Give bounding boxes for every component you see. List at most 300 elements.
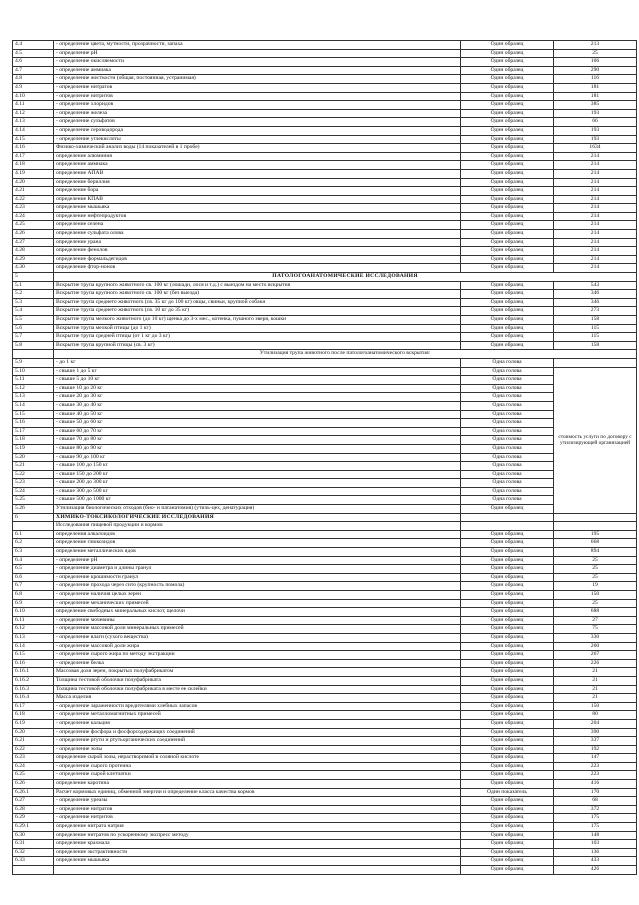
unit-of-measure: Одна голова bbox=[461, 384, 554, 393]
unit-of-measure: Один образец bbox=[461, 505, 554, 514]
service-name: определение селена bbox=[54, 221, 461, 230]
row-number: 6.22 bbox=[13, 745, 54, 754]
service-name bbox=[54, 866, 461, 875]
unit-of-measure: Один образец bbox=[461, 823, 554, 832]
row-number: 5.9 bbox=[13, 358, 54, 367]
table-row bbox=[13, 487, 637, 496]
unit-of-measure: Один образец bbox=[461, 591, 554, 600]
price-value bbox=[554, 358, 637, 367]
unit-of-measure: Один образец bbox=[461, 212, 554, 221]
table-row bbox=[13, 797, 637, 806]
unit-of-measure: Один образец bbox=[461, 135, 554, 144]
row-number: 6.28 bbox=[13, 805, 54, 814]
table-row bbox=[13, 92, 637, 101]
unit-of-measure: Один образец bbox=[461, 101, 554, 110]
row-number: 6.1 bbox=[13, 530, 54, 539]
price-value: 290 bbox=[554, 66, 637, 75]
table-row bbox=[13, 135, 637, 144]
price-value: 103 bbox=[554, 840, 637, 849]
price-value: 175 bbox=[554, 823, 637, 832]
service-name: определение сульфата олова bbox=[54, 230, 461, 239]
unit-of-measure: Один образец bbox=[461, 152, 554, 161]
table-row bbox=[13, 728, 637, 737]
unit-of-measure: Один образец bbox=[461, 702, 554, 711]
service-name: - свыше 5 до 10 кг bbox=[54, 376, 461, 385]
row-number: 5.12 bbox=[13, 384, 54, 393]
unit-of-measure: Один образец bbox=[461, 737, 554, 746]
price-value: 158 bbox=[554, 316, 637, 325]
price-value: 214 bbox=[554, 169, 637, 178]
table-row bbox=[13, 479, 637, 488]
table-row bbox=[13, 823, 637, 832]
row-number bbox=[13, 522, 54, 531]
row-number: 4.13 bbox=[13, 118, 54, 127]
service-name: - определение цвета, мутности, прозрачности, запаха bbox=[54, 41, 461, 50]
row-number: 6.16 bbox=[13, 659, 54, 668]
row-number: 6.16.2 bbox=[13, 676, 54, 685]
price-value bbox=[554, 522, 637, 531]
service-name: определение фенолов bbox=[54, 247, 461, 256]
row-number: 4.7 bbox=[13, 66, 54, 75]
unit-of-measure: Один образец bbox=[461, 840, 554, 849]
service-name: - свыше 150 до 200 кг bbox=[54, 470, 461, 479]
price-value: 181 bbox=[554, 83, 637, 92]
unit-of-measure: Один образец bbox=[461, 187, 554, 196]
row-number bbox=[13, 866, 54, 875]
service-name: - определение металломагнитных примесей bbox=[54, 711, 461, 720]
unit-of-measure: Один образец bbox=[461, 281, 554, 290]
price-value: 543 bbox=[554, 281, 637, 290]
table-row bbox=[13, 685, 637, 694]
table-row bbox=[13, 66, 637, 75]
service-name: Масса изделия bbox=[54, 694, 461, 703]
row-number: 4.27 bbox=[13, 238, 54, 247]
row-number: 6.30 bbox=[13, 831, 54, 840]
row-number: 6.21 bbox=[13, 737, 54, 746]
unit-of-measure: Один образец bbox=[461, 41, 554, 50]
row-number: 4.24 bbox=[13, 212, 54, 221]
table-row bbox=[13, 255, 637, 264]
unit-of-measure: Один образец bbox=[461, 221, 554, 230]
unit-of-measure: Один образец bbox=[461, 831, 554, 840]
service-name: - до 1 кг bbox=[54, 358, 461, 367]
table-row bbox=[13, 238, 637, 247]
service-name: Вскрытие трупа крупной птицы (св. 3 кг) bbox=[54, 341, 461, 350]
row-number: 6.26.1 bbox=[13, 788, 54, 797]
row-number: 5.15 bbox=[13, 410, 54, 419]
row-number: 6.4 bbox=[13, 556, 54, 565]
price-value: 106 bbox=[554, 58, 637, 67]
table-row bbox=[13, 83, 637, 92]
row-number: 5.7 bbox=[13, 333, 54, 342]
table-row bbox=[13, 539, 637, 548]
table-row bbox=[13, 513, 637, 522]
price-value: 116 bbox=[554, 75, 637, 84]
unit-of-measure: Одна голова bbox=[461, 444, 554, 453]
service-name: - определение окисляемости bbox=[54, 58, 461, 67]
service-name: Исследования пищевой продукции и кормов: bbox=[54, 522, 461, 531]
unit-of-measure: Один образец bbox=[461, 118, 554, 127]
unit-of-measure: Одна голова bbox=[461, 462, 554, 471]
unit-of-measure: Один образец bbox=[461, 565, 554, 574]
service-name: - определение сырой клетчатки bbox=[54, 771, 461, 780]
row-number: 6.23 bbox=[13, 754, 54, 763]
price-value: 346 bbox=[554, 298, 637, 307]
price-value: 223 bbox=[554, 762, 637, 771]
unit-of-measure: Одна голова bbox=[461, 358, 554, 367]
service-name: определение сырой золы, нерастворимой в соляной кислоте bbox=[54, 754, 461, 763]
row-number: 4.19 bbox=[13, 169, 54, 178]
row-number: 4.21 bbox=[13, 187, 54, 196]
service-name: - свыше 100 до 150 кг bbox=[54, 462, 461, 471]
price-value: 688 bbox=[554, 608, 637, 617]
row-number: 6.13 bbox=[13, 633, 54, 642]
unit-of-measure: Один образец bbox=[461, 341, 554, 350]
service-name: - определение нитритов bbox=[54, 92, 461, 101]
table-row bbox=[13, 152, 637, 161]
table-row bbox=[13, 754, 637, 763]
price-value bbox=[554, 513, 637, 522]
table-row bbox=[13, 376, 637, 385]
table-row bbox=[13, 788, 637, 797]
service-name: - свыше 90 до 100 кг bbox=[54, 453, 461, 462]
row-number: 4.30 bbox=[13, 264, 54, 273]
row-number: 5.16 bbox=[13, 419, 54, 428]
service-name: - определение сульфатов bbox=[54, 118, 461, 127]
table-row bbox=[13, 505, 637, 514]
table-row bbox=[13, 857, 637, 866]
price-value: 21 bbox=[554, 676, 637, 685]
unit-of-measure: Одна голова bbox=[461, 427, 554, 436]
service-name: - определение золы bbox=[54, 745, 461, 754]
unit-of-measure: Один образец bbox=[461, 548, 554, 557]
row-number: 4.10 bbox=[13, 92, 54, 101]
service-name: - свыше 30 до 40 кг bbox=[54, 401, 461, 410]
row-number: 4.9 bbox=[13, 83, 54, 92]
row-number: 4.22 bbox=[13, 195, 54, 204]
row-number: 4.25 bbox=[13, 221, 54, 230]
price-value: 273 bbox=[554, 307, 637, 316]
unit-of-measure: Один образец bbox=[461, 659, 554, 668]
unit-of-measure: Один образец bbox=[461, 126, 554, 135]
service-name: - определение белка bbox=[54, 659, 461, 668]
table-row bbox=[13, 290, 637, 299]
table-row bbox=[13, 831, 637, 840]
unit-of-measure: Один образец bbox=[461, 599, 554, 608]
row-number: 4.6 bbox=[13, 58, 54, 67]
unit-of-measure: Один образец bbox=[461, 814, 554, 823]
service-name: - определение сырого жира по методу экстракции bbox=[54, 651, 461, 660]
service-name: - определение диаметра и длины гранул bbox=[54, 565, 461, 574]
row-number: 6.10 bbox=[13, 608, 54, 617]
row-number: 6.8 bbox=[13, 591, 54, 600]
table-row bbox=[13, 264, 637, 273]
price-value: 136 bbox=[554, 848, 637, 857]
service-name: Физико-химический анализ воды (14 показателей в 1 пробе) bbox=[54, 144, 461, 153]
table-row bbox=[13, 195, 637, 204]
unit-of-measure: Один образец bbox=[461, 616, 554, 625]
table-row bbox=[13, 840, 637, 849]
unit-of-measure: Один образец bbox=[461, 780, 554, 789]
service-name: Вскрытие трупа среднего животного (св. 10 кг до 35 кг) bbox=[54, 307, 461, 316]
row-number: 6.6 bbox=[13, 573, 54, 582]
table-row bbox=[13, 401, 637, 410]
table-row bbox=[13, 762, 637, 771]
table-row bbox=[13, 298, 637, 307]
row-number: 5.6 bbox=[13, 324, 54, 333]
table-row bbox=[13, 341, 637, 350]
service-name: - определение углекислоты bbox=[54, 135, 461, 144]
service-name: - определение массовой доли жира bbox=[54, 642, 461, 651]
row-number: 5.2 bbox=[13, 290, 54, 299]
unit-of-measure: Один образец bbox=[461, 573, 554, 582]
table-row bbox=[13, 161, 637, 170]
table-row bbox=[13, 522, 637, 531]
unit-of-measure: Один образец bbox=[461, 625, 554, 634]
price-value: 193 bbox=[554, 109, 637, 118]
service-name: Вскрытие трупа средней птицы (от 1 кг до 3 кг) bbox=[54, 333, 461, 342]
unit-of-measure: Один образец bbox=[461, 866, 554, 875]
table-row bbox=[13, 384, 637, 393]
section-title: ПАТОЛОГОАНАТОМИЧЕСКИЕ ИССЛЕДОВАНИЯ bbox=[54, 273, 637, 282]
price-value: 214 bbox=[554, 187, 637, 196]
service-name: определение крахмала bbox=[54, 840, 461, 849]
table-row bbox=[13, 212, 637, 221]
service-name: - определение аммиака bbox=[54, 66, 461, 75]
row-number: 6.17 bbox=[13, 702, 54, 711]
row-number: 6.33 bbox=[13, 857, 54, 866]
service-name: определение свободных минеральных кислот, щелочи bbox=[54, 608, 461, 617]
service-name: - свыше 60 до 70 кг bbox=[54, 427, 461, 436]
unit-of-measure: Один образец bbox=[461, 711, 554, 720]
price-value: 25 bbox=[554, 565, 637, 574]
table-row bbox=[13, 616, 637, 625]
unit-of-measure: Один образец bbox=[461, 58, 554, 67]
table-row bbox=[13, 393, 637, 402]
row-number: 6.16.1 bbox=[13, 668, 54, 677]
price-list-table bbox=[12, 40, 637, 875]
table-row bbox=[13, 118, 637, 127]
unit-of-measure: Один образец bbox=[461, 848, 554, 857]
table-row bbox=[13, 556, 637, 565]
price-value: 214 bbox=[554, 152, 637, 161]
table-row bbox=[13, 702, 637, 711]
table-row bbox=[13, 642, 637, 651]
table-row bbox=[13, 281, 637, 290]
table-row bbox=[13, 419, 637, 428]
service-name: определение глюкозидов bbox=[54, 539, 461, 548]
price-value: 25 bbox=[554, 556, 637, 565]
table-row bbox=[13, 582, 637, 591]
service-name: определение АПАВ bbox=[54, 169, 461, 178]
row-number: 4.14 bbox=[13, 126, 54, 135]
row-number: 4.28 bbox=[13, 247, 54, 256]
price-value: 214 bbox=[554, 195, 637, 204]
unit-of-measure: Один образец bbox=[461, 685, 554, 694]
row-number: 5.8 bbox=[13, 341, 54, 350]
table-row bbox=[13, 633, 637, 642]
service-name: - свыше 70 до 80 кг bbox=[54, 436, 461, 445]
row-number: 4.29 bbox=[13, 255, 54, 264]
unit-of-measure: Одна голова bbox=[461, 376, 554, 385]
price-value: 158 bbox=[554, 341, 637, 350]
table-row bbox=[13, 659, 637, 668]
table-row bbox=[13, 436, 637, 445]
price-value: 213 bbox=[554, 41, 637, 50]
service-name: - свыше 20 до 30 кг bbox=[54, 393, 461, 402]
unit-of-measure: Один образец bbox=[461, 539, 554, 548]
price-value: 214 bbox=[554, 238, 637, 247]
table-row bbox=[13, 745, 637, 754]
price-value: 204 bbox=[554, 719, 637, 728]
table-row bbox=[13, 58, 637, 67]
price-value: 21 bbox=[554, 668, 637, 677]
row-number: 5.17 bbox=[13, 427, 54, 436]
service-name: определение нитрата натрия bbox=[54, 823, 461, 832]
row-number: 5.18 bbox=[13, 436, 54, 445]
row-number: 6.26 bbox=[13, 780, 54, 789]
service-name: определение урана bbox=[54, 238, 461, 247]
price-value: 214 bbox=[554, 161, 637, 170]
unit-of-measure: Один образец bbox=[461, 161, 554, 170]
price-value: 170 bbox=[554, 788, 637, 797]
unit-of-measure: Один образец bbox=[461, 333, 554, 342]
price-value: 214 bbox=[554, 230, 637, 239]
table-row bbox=[13, 273, 637, 282]
service-name: - определение крошимости гранул bbox=[54, 573, 461, 582]
service-name: - определение нитритов bbox=[54, 814, 461, 823]
price-value: 25 bbox=[554, 573, 637, 582]
price-value: 260 bbox=[554, 642, 637, 651]
row-number: 5.11 bbox=[13, 376, 54, 385]
service-name: определение металлических ядов bbox=[54, 548, 461, 557]
row-number: 6.29.1 bbox=[13, 823, 54, 832]
service-name: - определение ртути и ртутьорганических соединений bbox=[54, 737, 461, 746]
row-number: 5.22 bbox=[13, 470, 54, 479]
service-name: Утилизация биологических отходов (био- и патанатомия) (утиль-цех, денатурация) bbox=[54, 505, 461, 514]
price-value: 214 bbox=[554, 247, 637, 256]
unit-of-measure: Один образец bbox=[461, 307, 554, 316]
unit-of-measure: Один образец bbox=[461, 608, 554, 617]
service-name: - определение зараженности вредителями хлебных запасов bbox=[54, 702, 461, 711]
row-number: 6.27 bbox=[13, 797, 54, 806]
row-number: 5.1 bbox=[13, 281, 54, 290]
service-name: Толщина тестовой оболочки полуфабриката в месте ее склейки bbox=[54, 685, 461, 694]
row-number: 6.31 bbox=[13, 840, 54, 849]
row-number: 4.12 bbox=[13, 109, 54, 118]
service-name: - определение механических примесей bbox=[54, 599, 461, 608]
price-value: 115 bbox=[554, 324, 637, 333]
unit-of-measure: Один образец bbox=[461, 178, 554, 187]
unit-of-measure: Один образец bbox=[461, 530, 554, 539]
table-row bbox=[13, 350, 637, 359]
row-number: 4.15 bbox=[13, 135, 54, 144]
service-name: определение каротина bbox=[54, 780, 461, 789]
service-name: - определение нитратов bbox=[54, 83, 461, 92]
price-value: 68 bbox=[554, 797, 637, 806]
row-number: 6.15 bbox=[13, 651, 54, 660]
unit-of-measure bbox=[461, 522, 554, 531]
row-number: 5 bbox=[13, 273, 54, 282]
price-value: 66 bbox=[554, 118, 637, 127]
table-row bbox=[13, 427, 637, 436]
unit-of-measure: Один образец bbox=[461, 316, 554, 325]
price-value: 426 bbox=[554, 866, 637, 875]
row-number: 6.2 bbox=[13, 539, 54, 548]
table-row bbox=[13, 548, 637, 557]
price-value: 337 bbox=[554, 737, 637, 746]
price-value: 267 bbox=[554, 651, 637, 660]
unit-of-measure: Одна голова bbox=[461, 393, 554, 402]
table-row bbox=[13, 126, 637, 135]
service-name: Массовая доля зерен, покрытых полуфабрикатом bbox=[54, 668, 461, 677]
unit-of-measure: Один образец bbox=[461, 754, 554, 763]
row-number: 5.5 bbox=[13, 316, 54, 325]
service-name: определение КПАВ bbox=[54, 195, 461, 204]
price-value: 372 bbox=[554, 805, 637, 814]
table-row bbox=[13, 780, 637, 789]
price-value: 214 bbox=[554, 178, 637, 187]
row-number: 5.26 bbox=[13, 505, 54, 514]
table-row bbox=[13, 41, 637, 50]
row-number: 4.11 bbox=[13, 101, 54, 110]
table-row bbox=[13, 530, 637, 539]
unit-of-measure: Один образец bbox=[461, 668, 554, 677]
unit-of-measure: Один образец bbox=[461, 771, 554, 780]
table-row bbox=[13, 676, 637, 685]
table-row bbox=[13, 814, 637, 823]
price-value: 214 bbox=[554, 264, 637, 273]
service-name: - свыше 300 до 500 кг bbox=[54, 487, 461, 496]
price-value: 27 bbox=[554, 616, 637, 625]
unit-of-measure: Один образец bbox=[461, 298, 554, 307]
unit-of-measure: Один образец bbox=[461, 762, 554, 771]
unit-of-measure: Одна голова bbox=[461, 419, 554, 428]
table-row bbox=[13, 453, 637, 462]
table-row bbox=[13, 178, 637, 187]
table-row bbox=[13, 230, 637, 239]
table-row bbox=[13, 316, 637, 325]
table-row bbox=[13, 247, 637, 256]
unit-of-measure: Один образец bbox=[461, 728, 554, 737]
unit-of-measure: Один образец bbox=[461, 75, 554, 84]
row-number: 5.24 bbox=[13, 487, 54, 496]
service-name: - свыше 200 до 300 кг bbox=[54, 479, 461, 488]
table-row bbox=[13, 599, 637, 608]
table-row bbox=[13, 101, 637, 110]
row-number: 6.29 bbox=[13, 814, 54, 823]
unit-of-measure: Один образец bbox=[461, 797, 554, 806]
unit-of-measure: Один образец bbox=[461, 556, 554, 565]
service-name: - определение нитратов bbox=[54, 805, 461, 814]
price-value: 195 bbox=[554, 530, 637, 539]
unit-of-measure: Одна голова bbox=[461, 479, 554, 488]
price-value: 668 bbox=[554, 539, 637, 548]
service-name: определение формальдегидов bbox=[54, 255, 461, 264]
table-row bbox=[13, 144, 637, 153]
table-row bbox=[13, 333, 637, 342]
price-value: 330 bbox=[554, 633, 637, 642]
service-name: - свыше 80 до 90 кг bbox=[54, 444, 461, 453]
service-name: определение аммиака bbox=[54, 161, 461, 170]
service-name: Вскрытие трупа мелкой птицы (до 1 кг) bbox=[54, 324, 461, 333]
service-name: определение мышьяка bbox=[54, 857, 461, 866]
service-name: - определение жесткости (общая, постоянная, устранимая) bbox=[54, 75, 461, 84]
unit-of-measure: Один образец bbox=[461, 694, 554, 703]
unit-of-measure: Один образец bbox=[461, 92, 554, 101]
price-value: 390 bbox=[554, 728, 637, 737]
price-value: 214 bbox=[554, 204, 637, 213]
